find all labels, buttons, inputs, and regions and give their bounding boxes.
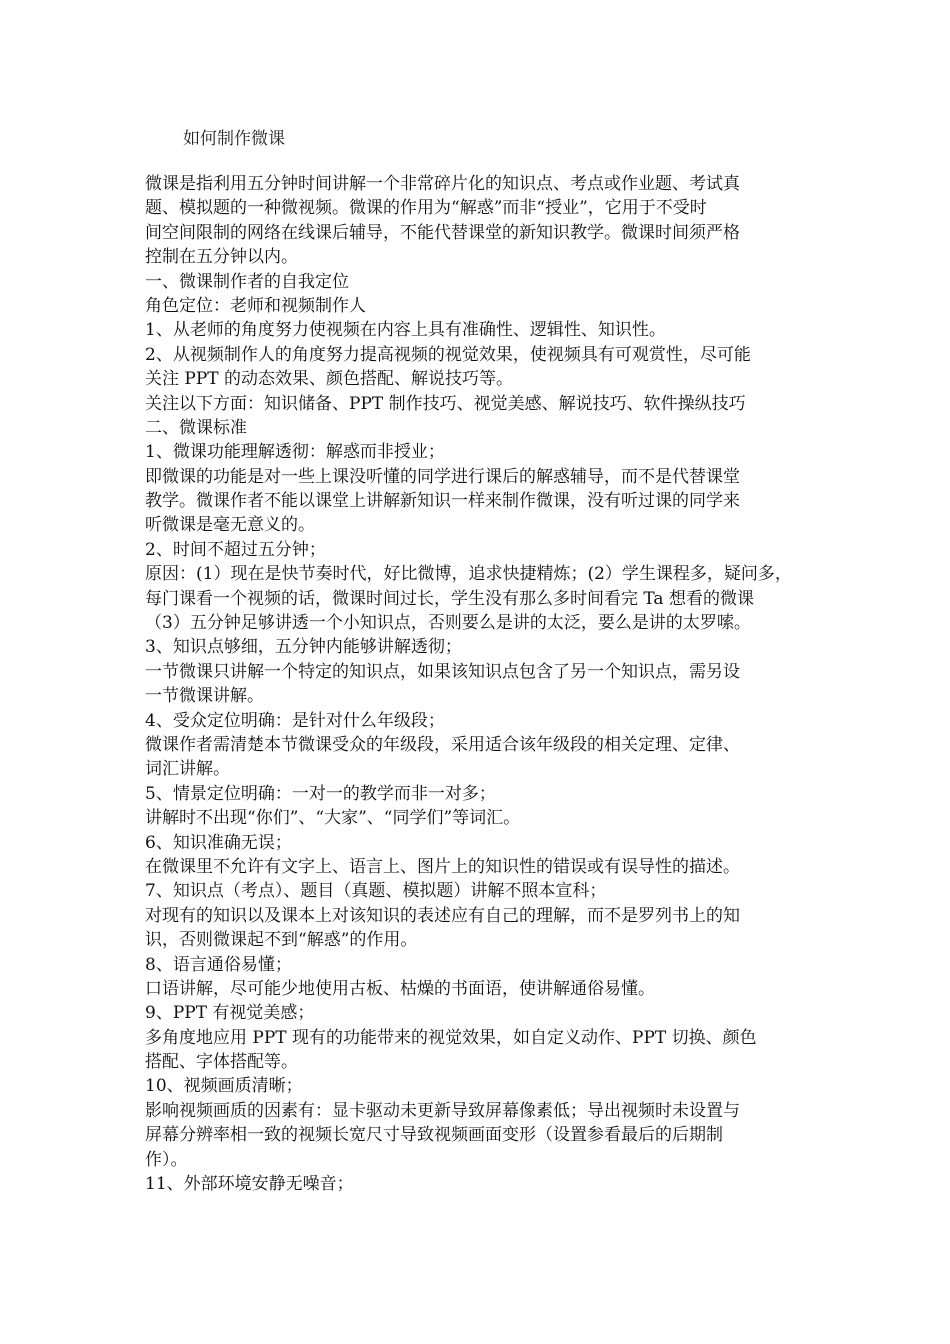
body-line: 微课是指利用五分钟时间讲解一个非常碎片化的知识点、考点或作业题、考试真: [145, 174, 740, 194]
body-line: 1、微课功能理解透彻：解惑而非授业；: [145, 442, 445, 463]
body-line: 屏幕分辨率相一致的视频长宽尺寸导致视频画面变形（设置参看最后的后期制: [145, 1125, 723, 1146]
body-line: 影响视频画质的因素有：显卡驱动未更新导致屏幕像素低；导出视频时未设置与: [145, 1100, 740, 1121]
body-line: 即微课的功能是对一些上课没听懂的同学进行课后的解惑辅导，而不是代替课堂: [145, 466, 740, 487]
body-line: 2、从视频制作人的角度努力提高视频的视觉效果，使视频具有可观赏性，尽可能: [145, 344, 751, 365]
body-line: 6、知识准确无误；: [145, 832, 292, 853]
body-line: 角色定位：老师和视频制作人: [145, 295, 366, 316]
body-line: 8、语言通俗易懂；: [145, 954, 292, 975]
body-line: 9、PPT 有视觉美感；: [145, 1003, 315, 1024]
body-line: 3、知识点够细，五分钟内能够讲解透彻；: [145, 637, 462, 658]
body-line: 口语讲解，尽可能少地使用古板、枯燥的书面语，使讲解通俗易懂。: [145, 978, 655, 999]
body-line: 5、情景定位明确：一对一的教学而非一对多；: [145, 783, 496, 804]
body-line: 一节微课讲解。: [145, 686, 264, 707]
body-line: 关注以下方面：知识储备、PPT 制作技巧、视觉美感、解说技巧、软件操纵技巧: [145, 393, 746, 414]
body-line: 在微课里不允许有文字上、语言上、图片上的知识性的错误或有误导性的描述。: [145, 856, 740, 877]
body-line: 一节微课只讲解一个特定的知识点，如果该知识点包含了另一个知识点，需另设: [145, 661, 740, 682]
body-line: 识，否则微课起不到“解惑”的作用。: [145, 930, 418, 951]
body-line: 对现有的知识以及课本上对该知识的表述应有自己的理解，而不是罗列书上的知: [145, 905, 740, 926]
body-line: 微课作者需清楚本节微课受众的年级段，采用适合该年级段的相关定理、定律、: [145, 734, 740, 755]
body-line: 7、知识点（考点）、题目（真题、模拟题）讲解不照本宣科；: [145, 881, 607, 902]
body-line: 讲解时不出现“你们”、“大家”、“同学们”等词汇。: [145, 808, 521, 829]
body-line: 教学。微课作者不能以课堂上讲解新知识一样来制作微课，没有听过课的同学来: [145, 491, 740, 512]
body-line: 控制在五分钟以内。: [145, 247, 298, 268]
body-line: 10、视频画质清晰；: [145, 1076, 303, 1097]
body-line: 2、时间不超过五分钟；: [145, 539, 326, 560]
body-line: 多角度地应用 PPT 现有的功能带来的视觉效果，如自定义动作、PPT 切换、颜色: [145, 1027, 757, 1048]
body-line: 题、模拟题的一种微视频。微课的作用为“解惑”而非“授业”，它用于不受时: [145, 198, 707, 219]
document-body: [145, 172, 845, 1196]
body-line: 原因：(1）现在是快节奏时代，好比微博，追求快捷精炼；(2）学生课程多，疑问多，: [145, 564, 792, 585]
body-line: 间空间限制的网络在线课后辅导，不能代替课堂的新知识教学。微课时间须严格: [145, 222, 740, 243]
body-line: 4、受众定位明确：是针对什么年级段；: [145, 710, 445, 731]
body-line: 1、从老师的角度努力使视频在内容上具有准确性、逻辑性、知识性。: [145, 320, 666, 341]
document-title: 如何制作微课: [183, 129, 285, 149]
body-line: 一、微课制作者的自我定位: [145, 271, 349, 292]
body-line: 词汇讲解。: [145, 759, 230, 780]
body-line: 每门课看一个视频的话，微课时间过长，学生没有那么多时间看完 Ta 想看的微课: [145, 588, 754, 609]
body-line: 二、微课标准: [145, 417, 247, 438]
body-line: 关注 PPT 的动态效果、颜色搭配、解说技巧等。: [145, 369, 514, 390]
body-line: 听微课是毫无意义的。: [145, 515, 315, 536]
body-line: 11、外部环境安静无噪音；: [145, 1174, 354, 1195]
body-line: 作）。: [145, 1149, 188, 1170]
body-line: 搭配、字体搭配等。: [145, 1052, 298, 1073]
body-line: （3）五分钟足够讲透一个小知识点，否则要么是讲的太泛，要么是讲的太罗嗦。: [145, 613, 751, 634]
